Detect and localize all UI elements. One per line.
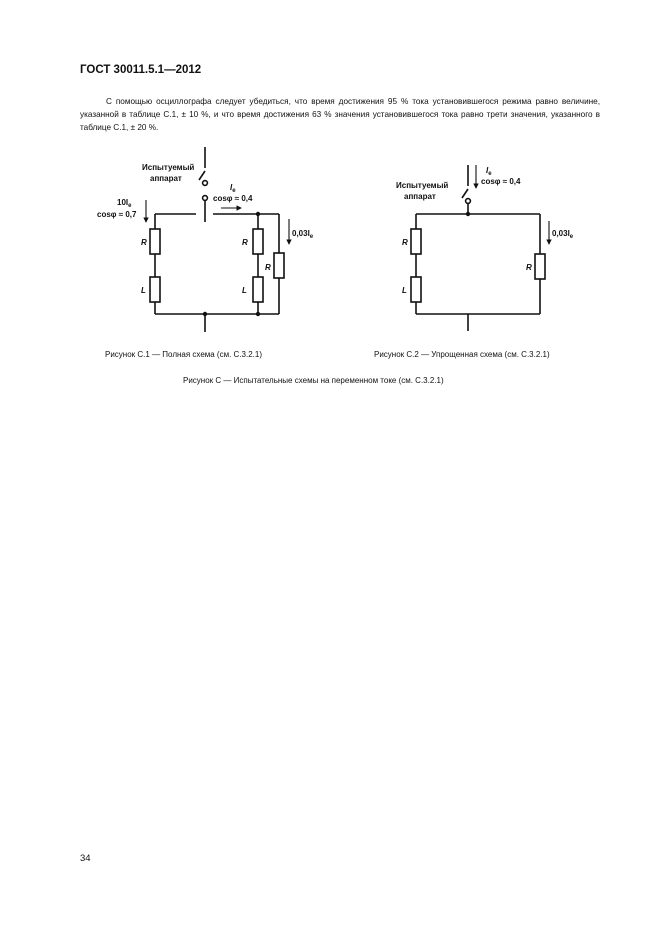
c1-node-top — [256, 212, 260, 216]
c1-node-middle — [256, 312, 260, 316]
c2-label-r-left: R — [402, 238, 408, 247]
c1-resistor-middle — [253, 229, 263, 254]
c2-node-top — [466, 212, 470, 216]
figure-caption: Рисунок С — Испытательные схемы на переменном токе (см. С.3.2.1) — [183, 376, 444, 385]
c1-label-l-middle: L — [242, 286, 247, 295]
c1-label-r-right: R — [265, 263, 271, 272]
c1-cos-left: cosφ ≈ 0,7 — [97, 210, 137, 219]
c2-device-label-line2: аппарат — [404, 192, 436, 201]
c2-current-main: $I_e$ — [486, 166, 492, 177]
c1-inductor-left — [150, 277, 160, 302]
c1-switch-contact-bottom — [203, 196, 208, 201]
c2-current-right: $0,03I_e$ — [552, 229, 574, 240]
paragraph-text: С помощью осциллографа следует убедиться, что время достижения 95 % тока установившегося режима равно величине, указанной в таблице С.1, ± 10 %, и что время достижения 63 % значения установившегося тока равно трети значения, указанного в таблице С.1, ± 20 %. — [80, 97, 600, 132]
c2-inductor-left — [411, 277, 421, 302]
c1-switch-contact-top — [203, 181, 208, 186]
document-header: ГОСТ 30011.5.1—2012 — [80, 64, 202, 76]
c1-current-main: $I_e$ — [230, 183, 236, 194]
c1-node-center — [203, 312, 207, 316]
c2-label-l-left: L — [402, 286, 407, 295]
c2-label-r-right: R — [526, 263, 532, 272]
c1-label-l-left: L — [141, 286, 146, 295]
c2-resistor-right — [535, 254, 545, 279]
c1-cos-main: cosφ ≈ 0,4 — [213, 194, 253, 203]
c1-switch-blade — [199, 171, 205, 180]
c1-inductor-middle — [253, 277, 263, 302]
c1-resistor-left — [150, 229, 160, 254]
figure-c2-labels — [396, 166, 574, 295]
c1-device-label-line1: Испытуемый — [142, 163, 195, 172]
figure-c2-caption: Рисунок С.2 — Упрощенная схема (см. С.3.2.1) — [374, 350, 550, 359]
c2-cos-main: cosφ ≈ 0,4 — [481, 177, 521, 186]
c1-current-left: $10I_e$ — [117, 198, 132, 209]
c1-label-r-left: R — [141, 238, 147, 247]
c2-switch-blade — [462, 189, 468, 198]
c1-current-right: $0,03I_e$ — [292, 229, 314, 240]
c2-switch-contact — [466, 199, 471, 204]
c2-device-label-line1: Испытуемый — [396, 181, 449, 190]
page-number: 34 — [80, 853, 91, 864]
c2-resistor-left — [411, 229, 421, 254]
figure-c1-caption: Рисунок С.1 — Полная схема (см. С.3.2.1) — [105, 350, 262, 359]
c1-label-r-middle: R — [242, 238, 248, 247]
c1-device-label-line2: аппарат — [150, 174, 182, 183]
c1-resistor-right — [274, 253, 284, 278]
